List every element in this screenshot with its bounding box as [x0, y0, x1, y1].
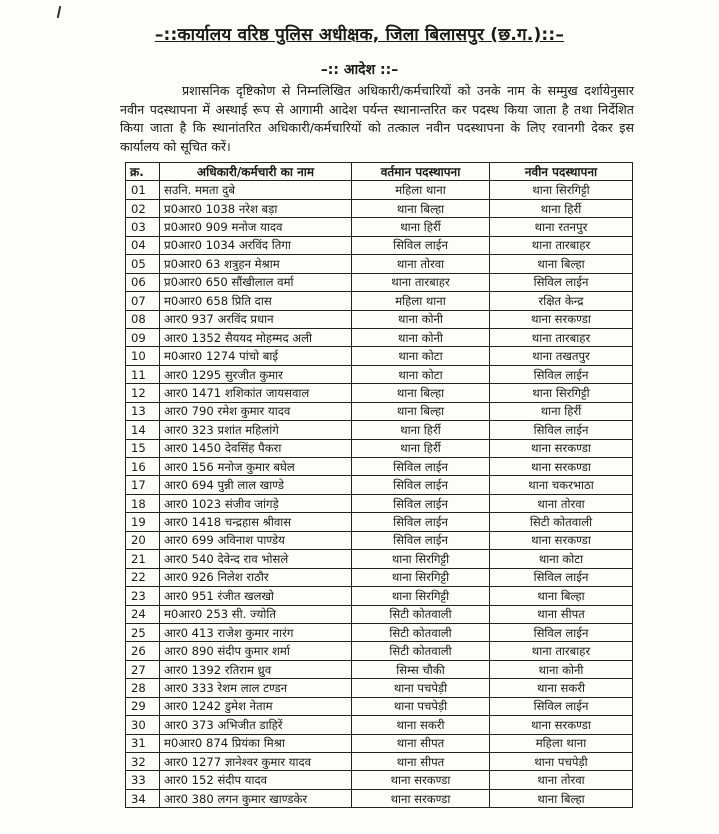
- row-serial: 06: [126, 273, 160, 291]
- row-serial: 30: [126, 716, 160, 734]
- row-current-posting: थाना बिल्हा: [352, 199, 490, 217]
- row-employee-name: आर0 699 अविनाश पाण्डेय: [160, 531, 352, 549]
- row-employee-name: आर0 951 रंजीत खलखो: [160, 587, 352, 605]
- row-new-posting: थाना सरकण्डा: [490, 310, 633, 328]
- row-current-posting: थाना पचपेड़ी: [352, 679, 490, 697]
- row-serial: 05: [126, 255, 160, 273]
- row-serial: 25: [126, 623, 160, 641]
- row-serial: 07: [126, 292, 160, 310]
- row-current-posting: थाना बिल्हा: [352, 402, 490, 420]
- row-employee-name: प्र0आर0 1038 नरेश बड़ा: [160, 199, 352, 217]
- table-row: [126, 384, 633, 402]
- row-employee-name: प्र0आर0 650 सौंखीलाल वर्मा: [160, 273, 352, 291]
- row-current-posting: सिविल लाईन: [352, 513, 490, 531]
- table-row: [126, 255, 633, 273]
- row-employee-name: आर0 1418 चन्द्रहास श्रीवास: [160, 513, 352, 531]
- row-new-posting: सिविल लाईन: [490, 421, 633, 439]
- table-row: [126, 587, 633, 605]
- row-employee-name: प्र0आर0 63 शत्रुहन मेश्राम: [160, 255, 352, 273]
- row-current-posting: सिविल लाईन: [352, 236, 490, 254]
- row-current-posting: थाना सीपत: [352, 753, 490, 771]
- table-row: [126, 734, 633, 752]
- table-row: [126, 623, 633, 641]
- row-employee-name: प्र0आर0 909 मनोज यादव: [160, 218, 352, 236]
- table-row: [126, 199, 633, 217]
- row-new-posting: थाना तारबाहर: [490, 642, 633, 660]
- table-row: [126, 716, 633, 734]
- row-new-posting: थाना बिल्हा: [490, 789, 633, 807]
- row-employee-name: आर0 1242 डुमेश नेताम: [160, 697, 352, 715]
- row-current-posting: थाना हिर्री: [352, 421, 490, 439]
- row-serial: 08: [126, 310, 160, 328]
- row-new-posting: थाना बिल्हा: [490, 255, 633, 273]
- row-employee-name: आर0 937 अरविंद प्रधान: [160, 310, 352, 328]
- row-current-posting: थाना पचपेड़ी: [352, 697, 490, 715]
- row-new-posting: थाना पचपेड़ी: [490, 753, 633, 771]
- table-row: [126, 550, 633, 568]
- row-new-posting: थाना सरकण्डा: [490, 531, 633, 549]
- table-row: [126, 789, 633, 807]
- row-serial: 22: [126, 568, 160, 586]
- row-current-posting: सिटी कोतवाली: [352, 605, 490, 623]
- row-current-posting: थाना सकरी: [352, 716, 490, 734]
- table-row: [126, 402, 633, 420]
- table-row: [126, 679, 633, 697]
- table-row: [126, 568, 633, 586]
- row-employee-name: म0आर0 253 सी. ज्योति: [160, 605, 352, 623]
- row-current-posting: थाना सिरगिट्टी: [352, 587, 490, 605]
- table-body: [126, 181, 633, 808]
- row-serial: 32: [126, 753, 160, 771]
- row-employee-name: आर0 1295 सुरजीत कुमार: [160, 365, 352, 383]
- row-new-posting: थाना सरकण्डा: [490, 458, 633, 476]
- office-heading-text: –::कार्यालय वरिष्ठ पुलिस अधीक्षक, जिला बिलासपुर (छ.ग.)::–: [154, 25, 565, 45]
- row-serial: 12: [126, 384, 160, 402]
- row-current-posting: थाना सरकण्डा: [352, 789, 490, 807]
- row-employee-name: आर0 1392 रतिराम ध्रुव: [160, 660, 352, 678]
- row-serial: 18: [126, 494, 160, 512]
- row-new-posting: थाना तखतपुर: [490, 347, 633, 365]
- row-employee-name: आर0 373 अभिजीत डाहिरें: [160, 716, 352, 734]
- row-employee-name: म0आर0 658 प्रिति दास: [160, 292, 352, 310]
- row-current-posting: सिविल लाईन: [352, 476, 490, 494]
- row-new-posting: थाना तारबाहर: [490, 236, 633, 254]
- row-new-posting: थाना रतनपुर: [490, 218, 633, 236]
- row-serial: 03: [126, 218, 160, 236]
- row-current-posting: सिविल लाईन: [352, 531, 490, 549]
- table-row: [126, 292, 633, 310]
- row-current-posting: थाना कोनी: [352, 310, 490, 328]
- row-current-posting: थाना तोरवा: [352, 255, 490, 273]
- order-label: –:: आदेश ::–: [320, 62, 399, 78]
- row-employee-name: आर0 323 प्रशांत महिलांगे: [160, 421, 352, 439]
- row-new-posting: थाना बिल्हा: [490, 587, 633, 605]
- row-current-posting: महिला थाना: [352, 181, 490, 199]
- transfer-table: [125, 162, 633, 808]
- row-employee-name: आर0 413 राजेश कुमार नारंग: [160, 623, 352, 641]
- table-row: [126, 494, 633, 512]
- row-current-posting: थाना सरकण्डा: [352, 771, 490, 789]
- row-employee-name: आर0 540 देवेन्द राव भोसले: [160, 550, 352, 568]
- row-new-posting: सिविल लाईन: [490, 273, 633, 291]
- table-row: [126, 439, 633, 457]
- table-row: [126, 771, 633, 789]
- row-current-posting: महिला थाना: [352, 292, 490, 310]
- row-serial: 13: [126, 402, 160, 420]
- row-current-posting: थाना सिरगिट्टी: [352, 568, 490, 586]
- row-new-posting: थाना तोरवा: [490, 771, 633, 789]
- row-current-posting: थाना कोटा: [352, 365, 490, 383]
- row-employee-name: आर0 890 संदीप कुमार शर्मा: [160, 642, 352, 660]
- row-employee-name: आर0 333 रेशम लाल टण्डन: [160, 679, 352, 697]
- table-header-row: [126, 163, 633, 181]
- table-row: [126, 531, 633, 549]
- row-new-posting: थाना सिरगिट्टी: [490, 181, 633, 199]
- row-current-posting: सिटी कोतवाली: [352, 623, 490, 641]
- row-serial: 19: [126, 513, 160, 531]
- row-serial: 21: [126, 550, 160, 568]
- row-employee-name: आर0 1277 ज्ञानेश्वर कुमार यादव: [160, 753, 352, 771]
- table-row: [126, 660, 633, 678]
- row-employee-name: आर0 790 रमेश कुमार यादव: [160, 402, 352, 420]
- row-current-posting: थाना सीपत: [352, 734, 490, 752]
- table-row: [126, 476, 633, 494]
- row-serial: 16: [126, 458, 160, 476]
- row-current-posting: थाना सिरगिट्टी: [352, 550, 490, 568]
- row-serial: 14: [126, 421, 160, 439]
- row-serial: 34: [126, 789, 160, 807]
- row-employee-name: म0आर0 874 प्रियंका मिश्रा: [160, 734, 352, 752]
- row-current-posting: सिटी कोतवाली: [352, 642, 490, 660]
- table-row: [126, 310, 633, 328]
- col-header-new-posting: नवीन पदस्थापना: [490, 163, 633, 181]
- row-new-posting: सिविल लाईन: [490, 365, 633, 383]
- table-row: [126, 328, 633, 346]
- table-row: [126, 181, 633, 199]
- row-new-posting: थाना हिर्री: [490, 199, 633, 217]
- table-row: [126, 365, 633, 383]
- row-new-posting: थाना तारबाहर: [490, 328, 633, 346]
- row-current-posting: सिम्स चौकी: [352, 660, 490, 678]
- row-employee-name: म0आर0 1274 पांचो बाई: [160, 347, 352, 365]
- row-employee-name: आर0 1023 संजीव जांगड़े: [160, 494, 352, 512]
- row-current-posting: थाना कोटा: [352, 347, 490, 365]
- row-current-posting: थाना हिर्री: [352, 439, 490, 457]
- row-serial: 01: [126, 181, 160, 199]
- row-employee-name: आर0 152 संदीप यादव: [160, 771, 352, 789]
- table-row: [126, 218, 633, 236]
- row-current-posting: थाना बिल्हा: [352, 384, 490, 402]
- col-header-current-posting: वर्तमान पदस्थापना: [352, 163, 490, 181]
- row-serial: 23: [126, 587, 160, 605]
- table-row: [126, 513, 633, 531]
- row-current-posting: थाना तारबाहर: [352, 273, 490, 291]
- row-serial: 20: [126, 531, 160, 549]
- row-current-posting: सिविल लाईन: [352, 458, 490, 476]
- row-employee-name: आर0 926 निलेश राठौर: [160, 568, 352, 586]
- table-row: [126, 605, 633, 623]
- table-row: [126, 642, 633, 660]
- row-new-posting: थाना सरकण्डा: [490, 439, 633, 457]
- table-row: [126, 421, 633, 439]
- row-employee-name: आर0 156 मनोज कुमार बघेल: [160, 458, 352, 476]
- row-serial: 26: [126, 642, 160, 660]
- row-serial: 15: [126, 439, 160, 457]
- row-employee-name: आर0 380 लगन कुमार खाण्डकेर: [160, 789, 352, 807]
- order-paragraph: [120, 82, 634, 156]
- table-row: [126, 273, 633, 291]
- row-serial: 33: [126, 771, 160, 789]
- row-current-posting: सिविल लाईन: [352, 494, 490, 512]
- pen-mark: [57, 6, 61, 18]
- row-employee-name: आर0 1352 सैययद मोहम्मद अली: [160, 328, 352, 346]
- row-serial: 04: [126, 236, 160, 254]
- row-new-posting: थाना कोनी: [490, 660, 633, 678]
- row-serial: 09: [126, 328, 160, 346]
- row-serial: 10: [126, 347, 160, 365]
- row-serial: 29: [126, 697, 160, 715]
- row-serial: 24: [126, 605, 160, 623]
- table-row: [126, 347, 633, 365]
- col-header-name: अधिकारी/कर्मचारी का नाम: [160, 163, 352, 181]
- row-employee-name: आर0 694 पुन्नी लाल खाण्डे: [160, 476, 352, 494]
- row-serial: 02: [126, 199, 160, 217]
- row-serial: 28: [126, 679, 160, 697]
- row-employee-name: प्र0आर0 1034 अरविंद तिगा: [160, 236, 352, 254]
- row-new-posting: रक्षित केन्द्र: [490, 292, 633, 310]
- row-new-posting: थाना सरकण्डा: [490, 716, 633, 734]
- row-new-posting: सिटी कोतवाली: [490, 513, 633, 531]
- row-new-posting: थाना चकरभाठा: [490, 476, 633, 494]
- row-new-posting: सिविल लाईन: [490, 697, 633, 715]
- row-current-posting: थाना हिर्री: [352, 218, 490, 236]
- table-row: [126, 697, 633, 715]
- row-new-posting: थाना कोटा: [490, 550, 633, 568]
- row-current-posting: थाना कोनी: [352, 328, 490, 346]
- row-new-posting: सिविल लाईन: [490, 623, 633, 641]
- row-employee-name: आर0 1471 शशिकांत जायसवाल: [160, 384, 352, 402]
- table-row: [126, 458, 633, 476]
- row-new-posting: महिला थाना: [490, 734, 633, 752]
- row-serial: 11: [126, 365, 160, 383]
- row-new-posting: थाना सकरी: [490, 679, 633, 697]
- table-row: [126, 753, 633, 771]
- row-serial: 17: [126, 476, 160, 494]
- row-serial: 31: [126, 734, 160, 752]
- row-new-posting: थाना सीपत: [490, 605, 633, 623]
- table-row: [126, 236, 633, 254]
- col-header-serial: क्र.: [126, 163, 160, 181]
- row-new-posting: थाना हिर्री: [490, 402, 633, 420]
- row-new-posting: थाना सिरगिट्टी: [490, 384, 633, 402]
- row-employee-name: सउनि. ममता दुबे: [160, 181, 352, 199]
- row-serial: 27: [126, 660, 160, 678]
- order-paragraph-text: प्रशासनिक दृष्टिकोण से निम्नलिखित अधिकारी/कर्मचारियों को उनके नाम के सम्मुख दर्शायेनुसार नवीन पदस्थापना में अस्थाई रूप से आगामी आदेश पर्यन्त स्थानान्तरित कर पदस्थ किया जाता है तथा निर्देशित किया जाता है कि स्थानांतरित अधिकारी/कर्मचारियों को तत्काल नवीन पदस्थापना के लिए रवानगी देकर इस कार्यालय को सूचित करें।: [120, 83, 634, 154]
- row-employee-name: आर0 1450 देवसिंह पैकरा: [160, 439, 352, 457]
- row-new-posting: सिविल लाईन: [490, 568, 633, 586]
- office-heading: [0, 22, 719, 45]
- row-new-posting: थाना तोरवा: [490, 494, 633, 512]
